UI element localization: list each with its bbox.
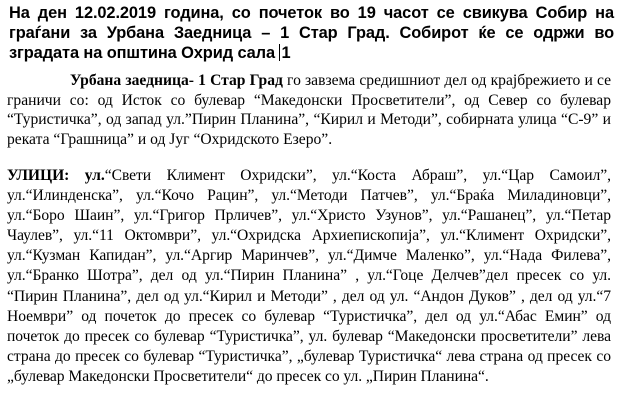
area-name: Урбана заедница- 1 Стар Град xyxy=(70,72,283,89)
streets-list-text: “Свети Климент Охридски”, ул.“Коста Абраш”, ул.“Цар Самоил”, ул.“Илинденска”, ул.“Кочо Рацин”, ул.“Методи Патчев”, ул.“Браќа Миладиновци”, ул.“Боро Шаин”, ул.“Григор Прличев”, ул.“Христо Узунов”, ул.“Рашанец”, ул.“Петар Чаулев”, ул.“11 Октомври”, ул.“Охридска Архиепископија”, ул.“Климент Охридски”, ул.“Кузман Капидан”, ул.“Аргир Маринчев”, ул.“Димче Маленко”, ул.“Нада Филева”, ул.“Бранко Шотра”, дел од ул.“Пирин Планина” , ул.“Гоце Делчев”дел пресек со ул. “Пирин Планина”, дел од ул.“Кирил и Методи” , дел од ул. “Андон Дуков” , дел од ул.“7 Ноември” од почеток до пресек со булевар “Туристичка”, дел од ул.“Абас Емин” од почеток до пресек со булевар “Туристичка”, ул. булевар “Македонски просветители” лева страна до пресек со булевар “Туристичка”, „булевар Туристичка“ лева страна од пресек со „булевар Македонски Просветители“ до пресек со ул. „Пирин Планина“. xyxy=(7,167,611,385)
streets-label: УЛИЦИ: ул. xyxy=(7,167,105,184)
hall-number: 1 xyxy=(281,44,291,62)
area-boundaries-text: го завзема средишниот дел од крајбрежието и се граничи со: од Исток со булевар “Македонски Просветители”, од Север со булевар “Туристичка”, од запад ул.”Пирин Планина”, “Кирил и Методи”, собирната улица “С-9” и реката “Грашница” и од Југ “Охридското Езеро”. xyxy=(7,72,611,148)
announcement-text: На ден 12.02.2019 година, со почеток во 19 часот се свикува Собир на граѓани за Урбана Заедница – 1 Стар Град. Собирот ќе се одржи во зградата на општина Охрид сала xyxy=(9,4,614,62)
streets-paragraph xyxy=(7,166,611,387)
meeting-announcement xyxy=(9,3,614,63)
area-description-paragraph xyxy=(7,71,611,149)
